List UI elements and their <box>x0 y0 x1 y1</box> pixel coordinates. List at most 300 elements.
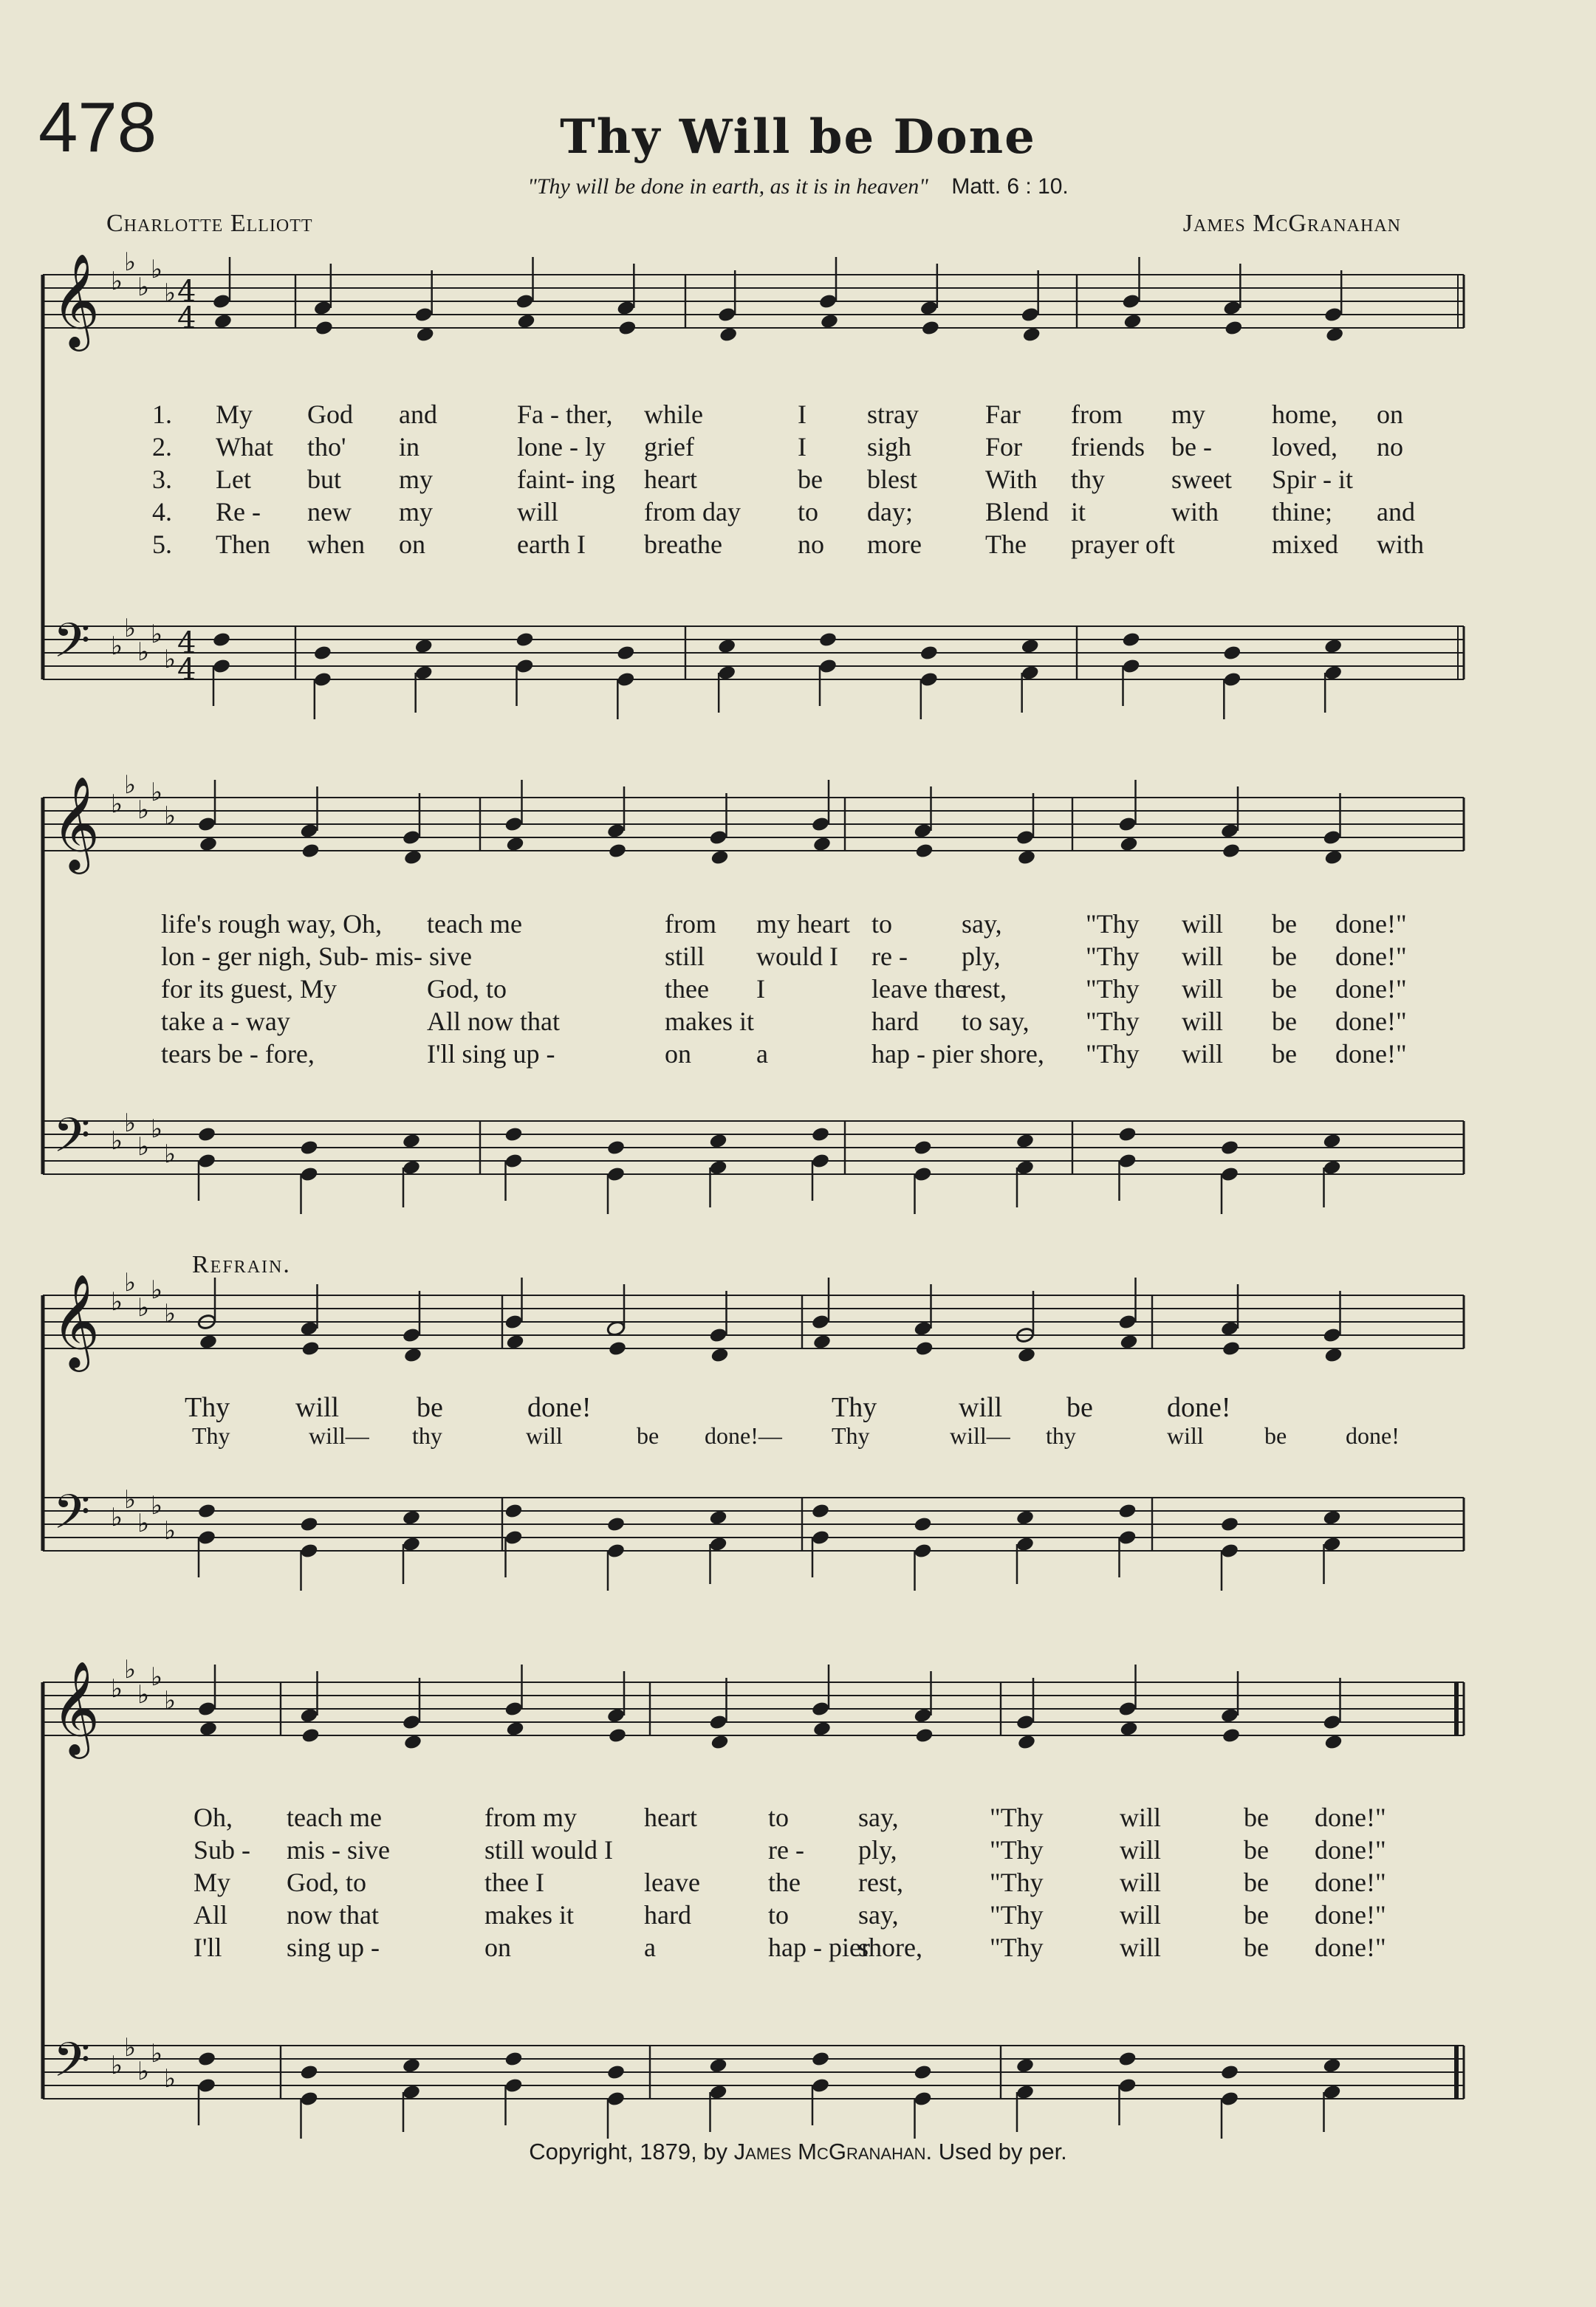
note-head <box>403 1734 422 1751</box>
note-head <box>1222 645 1241 662</box>
lyric-syllable: and <box>399 400 437 429</box>
flat-sign: ♭ <box>137 2057 150 2086</box>
flat-sign: ♭ <box>111 2051 123 2080</box>
note-head <box>1017 849 1036 866</box>
lyric-syllable: sigh <box>867 432 912 462</box>
flat-sign: ♭ <box>137 637 150 667</box>
bass-clef: 𝄢 <box>53 1108 91 1175</box>
flat-sign: ♭ <box>124 614 137 643</box>
lyric-syllable: prayer oft <box>1071 529 1175 559</box>
flat-sign: ♭ <box>124 770 137 800</box>
note-head <box>812 836 832 853</box>
note-head <box>708 1133 727 1150</box>
lyric-syllable: on <box>665 1039 691 1069</box>
note-head <box>199 836 218 853</box>
flat-sign: ♭ <box>164 1516 177 1546</box>
note-head <box>616 671 635 688</box>
note-head <box>913 2064 932 2081</box>
note-head <box>504 1529 523 1546</box>
lyric-syllable: Spir - it <box>1272 465 1354 494</box>
note-head <box>301 1727 320 1744</box>
lyric-syllable: My <box>193 1868 231 1897</box>
lyric-syllable: thine; <box>1272 497 1332 527</box>
refrain-word: Thy <box>832 1422 870 1449</box>
note-head <box>1322 1133 1341 1150</box>
note-head <box>1016 1536 1035 1553</box>
note-head <box>820 313 839 330</box>
lyric-syllable: done!" <box>1315 1803 1386 1832</box>
refrain-word: done! <box>1167 1392 1231 1423</box>
lyric-syllable: from <box>665 909 716 939</box>
note-head <box>213 313 233 330</box>
lyric-syllable: will <box>1182 974 1224 1004</box>
lyric-syllable: blest <box>867 465 917 494</box>
note-head <box>1016 1133 1035 1150</box>
note-head <box>299 2064 318 2081</box>
refrain-word: will <box>1167 1422 1204 1449</box>
lyric-syllable: more <box>867 529 922 559</box>
note-head <box>919 300 939 317</box>
lyric-syllable: to <box>768 1803 790 1832</box>
lyric-syllable: done!" <box>1335 909 1407 939</box>
lyric-syllable: still would I <box>484 1835 614 1865</box>
lyric-syllable: will <box>1120 1933 1162 1962</box>
note-head <box>504 816 523 833</box>
flat-sign: ♭ <box>151 1275 163 1305</box>
note-head <box>1220 1543 1239 1560</box>
note-head <box>299 1516 318 1533</box>
note-head <box>921 320 940 337</box>
note-head <box>301 843 320 860</box>
note-head <box>811 816 830 833</box>
note-head <box>606 1320 626 1337</box>
lyric-syllable: re - <box>871 942 908 971</box>
note-head <box>1220 1166 1239 1183</box>
note-head <box>1117 1701 1137 1718</box>
note-head <box>811 1529 830 1546</box>
lyric-syllable: "Thy <box>990 1900 1044 1930</box>
flat-sign: ♭ <box>137 1680 150 1710</box>
note-head <box>402 1159 421 1176</box>
note-head <box>515 658 534 675</box>
lyric-syllable: new <box>307 497 352 527</box>
note-head <box>1322 1327 1341 1344</box>
lyric-syllable: God, to <box>427 974 507 1004</box>
lyric-syllable: will <box>1120 1868 1162 1897</box>
note-head <box>197 2051 216 2068</box>
lyric-syllable: 5. <box>152 529 172 559</box>
lyric-syllable: leave the <box>871 974 967 1004</box>
lyric-syllable: Fa - ther, <box>517 400 613 429</box>
note-head <box>199 1334 218 1351</box>
lyric-syllable: life's rough way, Oh, <box>161 909 383 939</box>
lyric-syllable: "Thy <box>990 1868 1044 1897</box>
lyric-syllable: sing up - <box>287 1933 380 1962</box>
lyric-syllable: Blend <box>985 497 1049 527</box>
lyric-syllable: Far <box>985 400 1021 429</box>
lyric-syllable: hard <box>644 1900 691 1930</box>
lyric-syllable: Let <box>216 465 251 494</box>
note-head <box>606 1707 626 1724</box>
lyric-syllable: will <box>1182 1039 1224 1069</box>
flat-sign: ♭ <box>111 789 123 819</box>
note-head <box>708 1536 727 1553</box>
note-head <box>1016 1159 1035 1176</box>
composer-credit: James McGranahan <box>1182 210 1401 237</box>
lyric-syllable: still <box>665 942 705 971</box>
note-head <box>402 2084 421 2101</box>
lyric-syllable: day; <box>867 497 913 527</box>
note-head <box>313 671 332 688</box>
refrain-word: be <box>637 1422 660 1449</box>
note-head <box>516 313 535 330</box>
flat-sign: ♭ <box>111 267 123 296</box>
note-head <box>315 320 334 337</box>
note-head <box>919 671 939 688</box>
lyric-syllable: from <box>1071 400 1123 429</box>
lyric-syllable: my <box>399 465 434 494</box>
note-head <box>197 2077 216 2094</box>
note-head <box>811 1701 830 1718</box>
note-head <box>1323 849 1343 866</box>
lyric-syllable: Re - <box>216 497 261 527</box>
lyric-syllable: Sub - <box>193 1835 251 1865</box>
lyric-syllable: rest, <box>858 1868 903 1897</box>
lyric-syllable: for its guest, My <box>161 974 337 1004</box>
note-head <box>402 1714 421 1731</box>
note-head <box>606 1166 626 1183</box>
lyric-syllable: from day <box>644 497 741 527</box>
lyric-syllable: done!" <box>1335 942 1407 971</box>
lyric-syllable: done!" <box>1315 1835 1386 1865</box>
time-signature: 4 <box>177 301 196 335</box>
lyric-syllable: hard <box>871 1007 919 1036</box>
note-head <box>608 1727 627 1744</box>
lyric-syllable: 4. <box>152 497 172 527</box>
note-head <box>301 1340 320 1357</box>
flat-sign: ♭ <box>164 1686 177 1715</box>
note-head <box>1323 665 1343 682</box>
lyric-syllable: ply, <box>962 942 1001 971</box>
note-head <box>414 665 434 682</box>
lyric-syllable: a <box>756 1039 768 1069</box>
note-head <box>504 1314 523 1331</box>
flat-sign: ♭ <box>151 778 163 807</box>
note-head <box>1121 631 1140 648</box>
note-head <box>1121 293 1140 310</box>
lyric-syllable: "Thy <box>1086 1007 1140 1036</box>
note-head <box>818 631 838 648</box>
note-head <box>1220 1707 1239 1724</box>
lyric-syllable: "Thy <box>1086 1039 1140 1069</box>
lyric-syllable: on <box>1377 400 1403 429</box>
note-head <box>504 1126 523 1143</box>
lyric-syllable: Then <box>216 529 270 559</box>
note-head <box>197 1153 216 1170</box>
note-head <box>1325 326 1344 343</box>
lyric-syllable: mis - sive <box>287 1835 390 1865</box>
note-head <box>402 2057 421 2074</box>
lyric-syllable: my heart <box>756 909 850 939</box>
lyric-syllable: teach me <box>287 1803 382 1832</box>
hymn-number: 478 <box>38 88 157 167</box>
note-head <box>913 1543 932 1560</box>
lyric-syllable: a <box>644 1933 656 1962</box>
lyric-syllable: rest, <box>962 974 1007 1004</box>
note-head <box>299 1166 318 1183</box>
note-head <box>402 1327 421 1344</box>
note-head <box>1222 1727 1241 1744</box>
lyric-syllable: be <box>1272 1007 1297 1036</box>
flat-sign: ♭ <box>164 2064 177 2094</box>
lyric-syllable: All <box>193 1900 228 1930</box>
flat-sign: ♭ <box>151 1491 163 1521</box>
lyric-syllable: loved, <box>1272 432 1338 462</box>
note-head <box>1322 1159 1341 1176</box>
flat-sign: ♭ <box>151 620 163 649</box>
flat-sign: ♭ <box>164 1139 177 1169</box>
note-head <box>1222 671 1241 688</box>
note-head <box>1117 2077 1137 2094</box>
lyric-syllable: say, <box>962 909 1002 939</box>
refrain-word: thy <box>412 1422 442 1449</box>
flat-sign: ♭ <box>137 1293 150 1323</box>
lyric-syllable: teach me <box>427 909 522 939</box>
lyric-syllable: be <box>1244 1933 1269 1962</box>
refrain-word: be <box>1264 1422 1287 1449</box>
note-head <box>914 1340 934 1357</box>
refrain-word: will <box>526 1422 563 1449</box>
refrain-word: be <box>1066 1392 1093 1423</box>
lyric-syllable: my <box>399 497 434 527</box>
lyric-syllable: be <box>798 465 823 494</box>
note-head <box>708 1159 727 1176</box>
note-head <box>414 306 434 323</box>
scripture-quote: "Thy will be done in earth, as it is in heaven" <box>527 174 928 199</box>
bass-clef: 𝄢 <box>53 2033 91 2099</box>
refrain-word: Thy <box>185 1392 230 1423</box>
lyric-syllable: will <box>1120 1900 1162 1930</box>
note-head <box>1123 313 1142 330</box>
flat-sign: ♭ <box>151 255 163 284</box>
flat-sign: ♭ <box>151 2039 163 2068</box>
scripture-citation: Matt. 6 : 10. <box>951 174 1069 199</box>
flat-sign: ♭ <box>164 801 177 831</box>
note-head <box>1121 658 1140 675</box>
lyric-syllable: I'll sing up - <box>427 1039 555 1069</box>
time-signature: 4 <box>177 626 196 660</box>
lyric-syllable: grief <box>644 432 694 462</box>
lyric-syllable: God <box>307 400 353 429</box>
lyric-syllable: "Thy <box>1086 942 1140 971</box>
lyric-syllable: will <box>1182 909 1224 939</box>
lyric-syllable: would I <box>756 942 838 971</box>
lyric-syllable: will <box>1120 1835 1162 1865</box>
flat-sign: ♭ <box>124 247 137 277</box>
note-head <box>1222 843 1241 860</box>
treble-clef: 𝄞 <box>52 253 100 347</box>
lyric-syllable: be <box>1272 942 1297 971</box>
lyric-syllable: to <box>768 1900 790 1930</box>
lyric-syllable: What <box>216 432 273 462</box>
note-head <box>505 1334 524 1351</box>
lyric-syllable: 3. <box>152 465 172 494</box>
note-head <box>1119 1721 1138 1738</box>
refrain-word: thy <box>1046 1422 1076 1449</box>
lyric-syllable: be <box>1244 1835 1269 1865</box>
note-head <box>1119 1334 1138 1351</box>
note-head <box>1220 2091 1239 2108</box>
flat-sign: ♭ <box>111 1674 123 1704</box>
author-credit: Charlotte Elliott <box>106 210 313 237</box>
lyric-syllable: done!" <box>1315 1900 1386 1930</box>
note-head <box>212 658 231 675</box>
note-head <box>197 816 216 833</box>
lyric-syllable: re - <box>768 1835 804 1865</box>
flat-sign: ♭ <box>137 1132 150 1162</box>
note-head <box>811 1314 830 1331</box>
note-head <box>811 2051 830 2068</box>
lyric-syllable: now that <box>287 1900 379 1930</box>
lyric-syllable: thee I <box>484 1868 544 1897</box>
note-head <box>1323 638 1343 655</box>
hymn-title: Thy Will be Done <box>560 109 1036 165</box>
lyric-syllable: "Thy <box>990 1835 1044 1865</box>
note-head <box>515 293 534 310</box>
lyric-syllable: friends <box>1071 432 1145 462</box>
lyric-syllable: The <box>985 529 1027 559</box>
note-head <box>811 2077 830 2094</box>
lyric-syllable: done!" <box>1315 1868 1386 1897</box>
lyric-syllable: earth I <box>517 529 586 559</box>
refrain-word: will <box>295 1392 340 1423</box>
note-head <box>1220 1320 1239 1337</box>
note-head <box>414 638 434 655</box>
note-head <box>299 1707 318 1724</box>
note-head <box>708 1327 727 1344</box>
note-head <box>402 1133 421 1150</box>
flat-sign: ♭ <box>164 645 177 674</box>
refrain-word: Thy <box>832 1392 877 1423</box>
refrain-word: will— <box>309 1422 369 1449</box>
note-head <box>504 2077 523 2094</box>
note-head <box>504 1153 523 1170</box>
lyric-syllable: done!" <box>1315 1933 1386 1962</box>
treble-clef: 𝄞 <box>52 1660 100 1755</box>
note-head <box>606 1139 626 1156</box>
note-head <box>1323 306 1343 323</box>
lyric-syllable: sweet <box>1171 465 1232 494</box>
lyric-syllable: makes it <box>484 1900 574 1930</box>
lyric-syllable: it <box>1071 497 1086 527</box>
flat-sign: ♭ <box>137 1509 150 1538</box>
note-head <box>1021 306 1040 323</box>
lyric-syllable: "Thy <box>990 1933 1044 1962</box>
note-head <box>515 631 534 648</box>
refrain-word: done! <box>1346 1422 1400 1449</box>
lyric-syllable: thy <box>1071 465 1106 494</box>
note-head <box>1224 320 1243 337</box>
note-head <box>402 1509 421 1526</box>
note-head <box>708 1714 727 1731</box>
lyric-syllable: mixed <box>1272 529 1338 559</box>
note-head <box>1322 1509 1341 1526</box>
note-head <box>1016 2084 1035 2101</box>
lyric-syllable: the <box>768 1868 801 1897</box>
lyric-syllable: to <box>798 497 819 527</box>
lyric-syllable: shore, <box>858 1933 922 1962</box>
note-head <box>913 2091 932 2108</box>
lyric-syllable: be <box>1272 974 1297 1004</box>
note-head <box>504 2051 523 2068</box>
lyric-syllable: stray <box>867 400 919 429</box>
flat-sign: ♭ <box>111 631 123 661</box>
note-head <box>606 2091 626 2108</box>
note-head <box>617 320 637 337</box>
flat-sign: ♭ <box>124 1268 137 1298</box>
lyric-syllable: be - <box>1171 432 1212 462</box>
note-head <box>717 306 736 323</box>
lyric-syllable: will <box>517 497 559 527</box>
refrain-word: will— <box>950 1422 1010 1449</box>
note-head <box>616 300 635 317</box>
note-head <box>505 836 524 853</box>
lyric-syllable: I <box>798 432 806 462</box>
note-head <box>710 1347 729 1364</box>
note-head <box>913 1516 932 1533</box>
note-head <box>403 1347 422 1364</box>
note-head <box>811 1153 830 1170</box>
treble-clef: 𝄞 <box>52 775 100 870</box>
lyric-syllable: lon - ger nigh, Sub- mis- sive <box>161 942 472 971</box>
lyric-syllable: 1. <box>152 400 172 429</box>
copyright-prefix: Copyright, 1879, by <box>529 2139 734 2164</box>
note-head <box>914 843 934 860</box>
lyric-syllable: 2. <box>152 432 172 462</box>
note-head <box>708 2084 727 2101</box>
note-head <box>197 1701 216 1718</box>
lyric-syllable: with <box>1377 529 1425 559</box>
lyric-syllable: to say, <box>962 1007 1030 1036</box>
lyric-syllable: be <box>1272 1039 1297 1069</box>
note-head <box>1220 2064 1239 2081</box>
refrain-label: Refrain. <box>192 1251 291 1278</box>
note-head <box>197 1529 216 1546</box>
note-head <box>606 1543 626 1560</box>
lyric-syllable: while <box>644 400 703 429</box>
note-head <box>708 1509 727 1526</box>
lyric-syllable: heart <box>644 1803 697 1832</box>
lyric-syllable: tears be - fore, <box>161 1039 315 1069</box>
note-head <box>919 645 939 662</box>
note-head <box>299 1543 318 1560</box>
flat-sign: ♭ <box>151 1114 163 1144</box>
note-head <box>914 1727 934 1744</box>
note-head <box>197 1126 216 1143</box>
note-head <box>606 1516 626 1533</box>
copyright-notice <box>0 2139 1596 2165</box>
lyric-syllable: done!" <box>1335 1039 1407 1069</box>
treble-clef: 𝄞 <box>52 1273 100 1368</box>
note-head <box>1220 823 1239 840</box>
note-head <box>717 665 736 682</box>
note-head <box>299 1139 318 1156</box>
flat-sign: ♭ <box>124 1108 137 1138</box>
note-head <box>504 1701 523 1718</box>
note-head <box>1117 1503 1137 1520</box>
note-head <box>606 2064 626 2081</box>
lyric-syllable: My <box>216 400 253 429</box>
